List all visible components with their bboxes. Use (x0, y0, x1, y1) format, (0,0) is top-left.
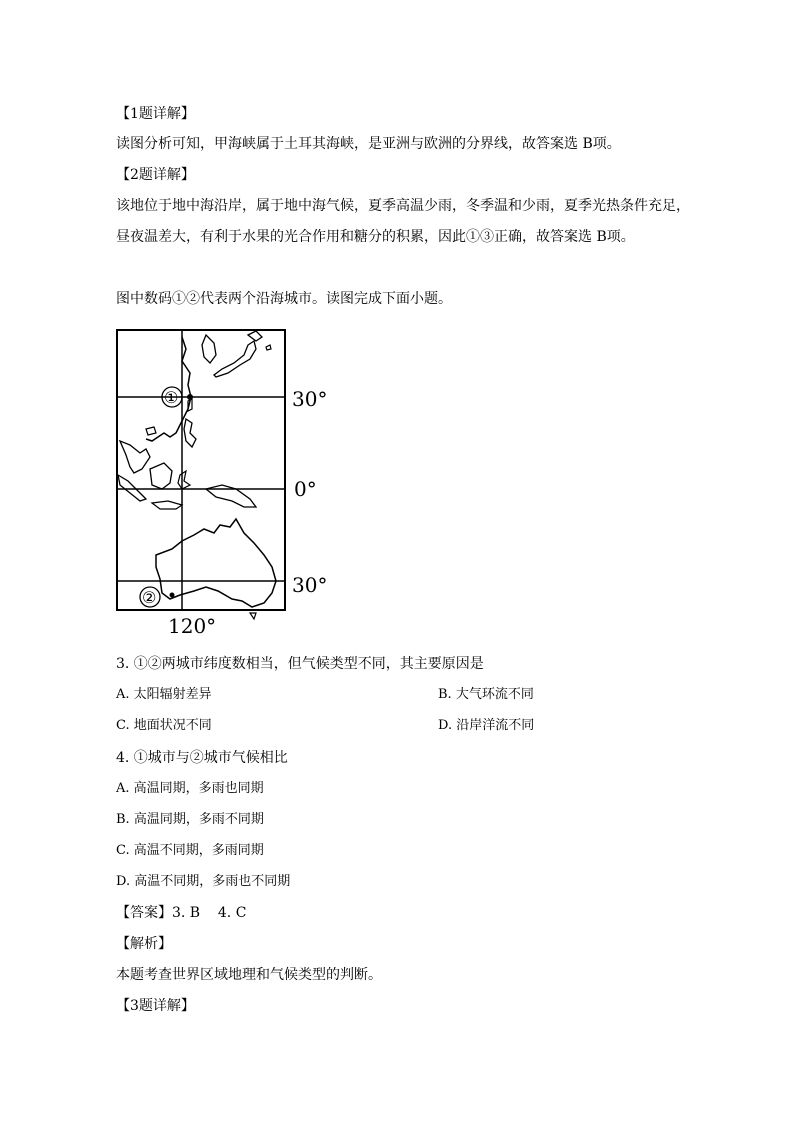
borneo-outline (150, 463, 172, 489)
sulawesi-outline (178, 471, 190, 489)
island-small (266, 345, 271, 350)
analysis-header: 【解析】 (116, 936, 172, 952)
java-outline (152, 501, 182, 509)
indochina-outline (120, 441, 150, 473)
map-frame (117, 330, 285, 610)
label-lon-120: 120° (168, 614, 217, 638)
section1-text: 读图分析可知，甲海峡属于土耳其海峡，是亚洲与欧洲的分界线，故答案选 B项。 (116, 136, 621, 152)
city-2-dot (170, 593, 175, 598)
q4-option-d: D. 高温不同期，多雨也不同期 (116, 874, 291, 889)
q4-option-c: C. 高温不同期，多雨同期 (116, 843, 264, 858)
hokkaido-outline (248, 331, 262, 341)
section2-header: 【2题详解】 (116, 167, 195, 183)
q4-stem: 4. ①城市与②城市气候相比 (116, 750, 288, 766)
q3-option-b: B. 大气环流不同 (438, 687, 534, 702)
q3-option-a: A. 太阳辐射差异 (116, 687, 212, 702)
q3-option-d: D. 沿岸洋流不同 (438, 718, 535, 733)
map-figure (116, 329, 342, 643)
answer-line: 【答案】3. B 4. C (116, 905, 247, 921)
analysis-text: 本题考查世界区域地理和气候类型的判断。 (116, 967, 382, 983)
label-lat-30n: 30° (292, 387, 328, 411)
city-1-dot (187, 394, 193, 400)
hainan-outline (146, 427, 156, 435)
q3-stem: 3. ①②两城市纬度数相当，但气候类型不同，其主要原因是 (116, 656, 484, 672)
question-intro: 图中数码①②代表两个沿海城市。读图完成下面小题。 (116, 291, 452, 307)
label-lat-0: 0° (294, 477, 317, 501)
sumatra-outline (118, 475, 146, 501)
korea-outline (202, 335, 216, 363)
section2-line1: 该地位于地中海沿岸，属于地中海气候，夏季高温少雨，冬季温和少雨，夏季光热条件充足， (116, 198, 690, 214)
q4-option-b: B. 高温同期，多雨不同期 (116, 812, 264, 827)
city-1-label: ① (164, 388, 179, 407)
section3-header: 【3题详解】 (116, 998, 195, 1014)
section2-line2: 昼夜温差大，有利于水果的光合作用和糖分的积累，因此①③正确，故答案选 B项。 (116, 229, 635, 245)
section1-header: 【1题详解】 (116, 106, 195, 122)
philippines-outline (184, 419, 196, 447)
tasmania-outline (250, 613, 256, 619)
q3-option-c: C. 地面状况不同 (116, 718, 212, 733)
q4-option-a: A. 高温同期，多雨也同期 (116, 781, 264, 796)
city-2-label: ② (142, 588, 157, 607)
label-lat-30s: 30° (292, 573, 328, 597)
japan-outline (214, 341, 256, 377)
